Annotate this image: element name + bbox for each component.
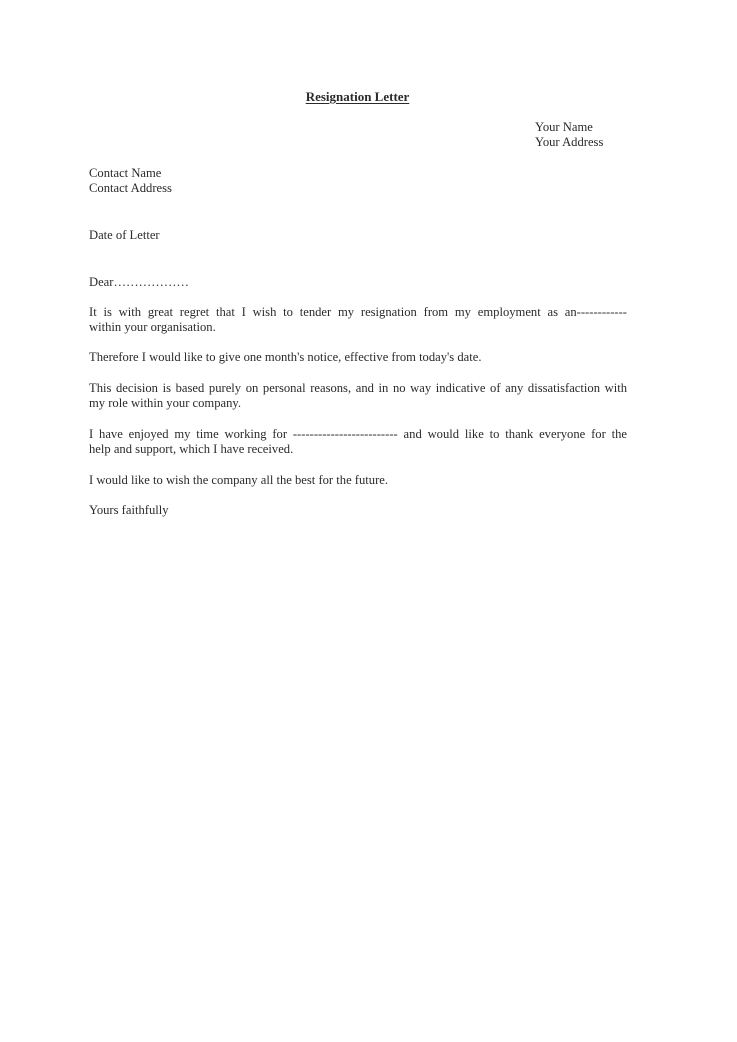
letter-date <box>89 228 627 243</box>
paragraph-5 <box>89 473 627 488</box>
paragraph-5-line-1: I would like to wish the company all the best for the future. <box>89 473 389 487</box>
sender-block <box>535 120 603 150</box>
recipient-name: Contact Name <box>89 166 162 180</box>
closing <box>89 503 627 518</box>
paragraph-1 <box>89 305 627 335</box>
salutation <box>89 275 627 290</box>
paragraph-1-line-1: It is with great regret that I wish to tender my resignation from my employment as an------------ <box>89 305 627 319</box>
paragraph-3-line-1: This decision is based purely on personal reasons, and in no way indicative of any dissatisfaction with <box>89 381 627 395</box>
recipient-block <box>89 166 172 196</box>
paragraph-2-line-1: Therefore I would like to give one month's notice, effective from today's date. <box>89 350 482 364</box>
letter-date-text: Date of Letter <box>89 228 160 242</box>
paragraph-3-line-2: my role within your company. <box>89 396 242 410</box>
paragraph-4 <box>89 427 627 457</box>
sender-name: Your Name <box>535 120 593 134</box>
paragraph-3 <box>89 381 627 411</box>
paragraph-4-line-2: help and support, which I have received. <box>89 442 294 456</box>
paragraph-1-line-2: within your organisation. <box>89 320 216 334</box>
closing-text: Yours faithfully <box>89 503 169 517</box>
letter-title: Resignation Letter <box>305 89 410 104</box>
sender-address: Your Address <box>535 135 604 149</box>
paragraph-4-line-1: I have enjoyed my time working for ------------------------- and would like to thank everyone for the <box>89 427 627 441</box>
paragraph-2 <box>89 350 627 365</box>
salutation-text: Dear……………… <box>89 275 190 289</box>
recipient-address: Contact Address <box>89 181 172 195</box>
